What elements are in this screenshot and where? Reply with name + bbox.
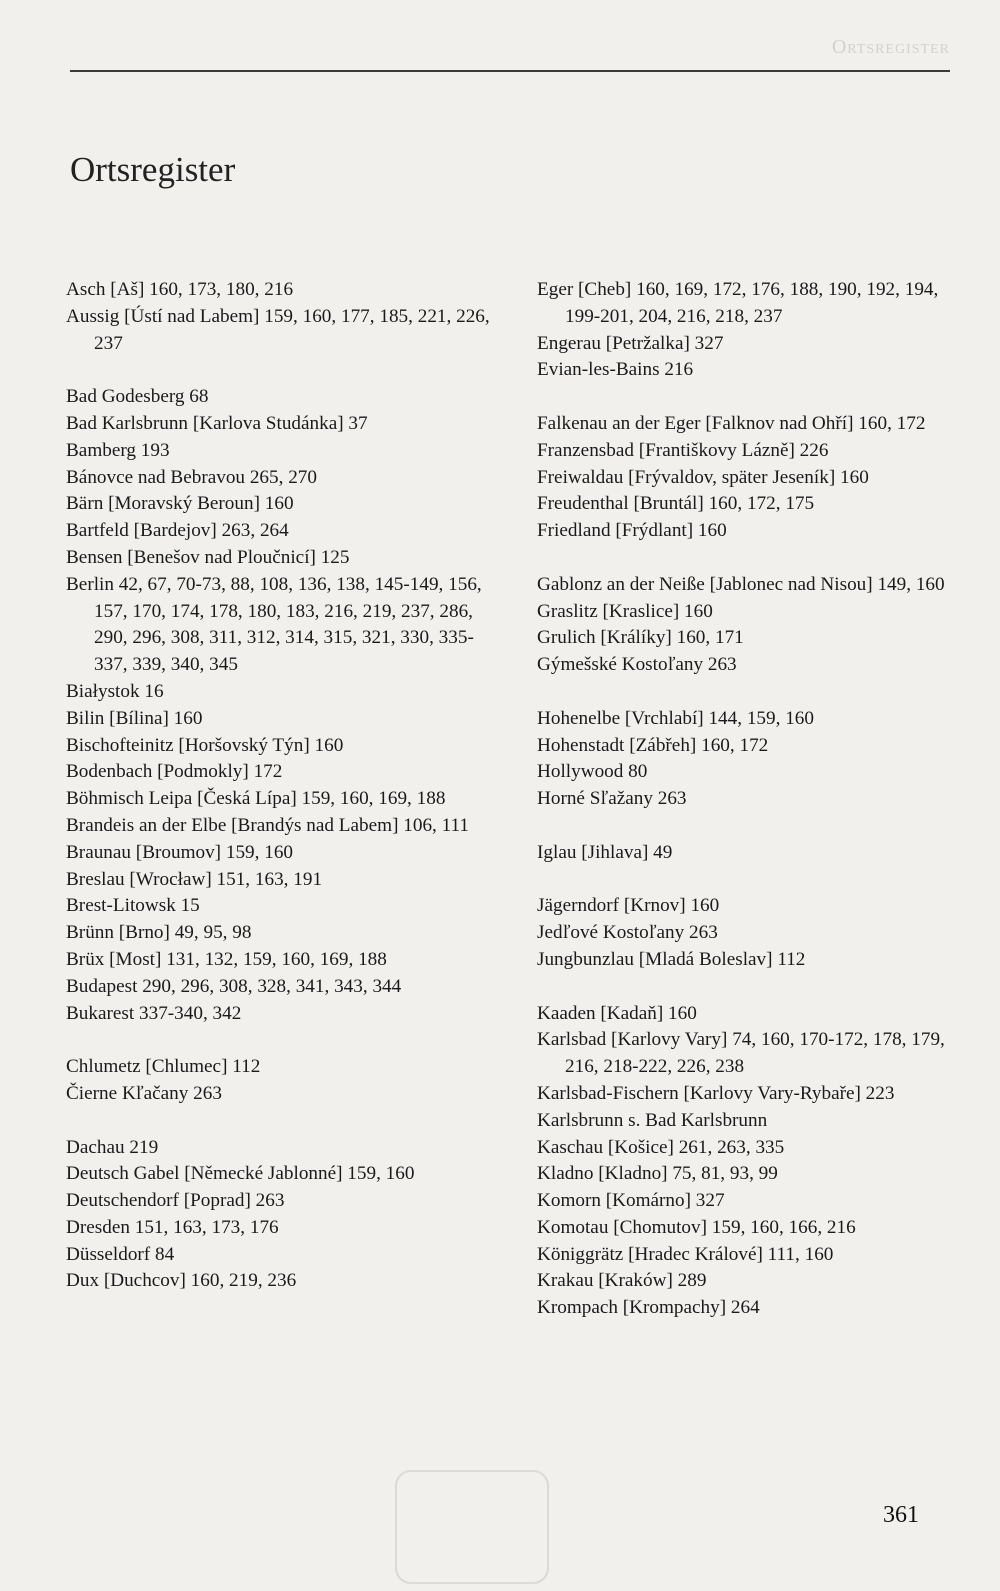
index-entry: Kaaden [Kadaň] 160 [537,1002,697,1024]
index-letter-group [66,1135,496,1296]
index-entry: Brandeis an der Elbe [Brandýs nad Labem] 106, 111 [66,814,469,836]
index-entry: Aussig [Ústí nad Labem] 159, 160, 177, 185, 221, 226, 237 [66,305,490,354]
index-entry: Düsseldorf 84 [66,1243,175,1265]
index-entry: Dachau 219 [66,1136,159,1158]
index-column-left [66,277,496,1322]
index-letter-group [537,277,957,384]
index-entry: Krakau [Kraków] 289 [537,1270,707,1292]
index-entry: Karlsbad [Karlovy Vary] 74, 160, 170-172, 178, 179, 216, 218-222, 226, 238 [537,1029,945,1078]
index-letter-group [66,384,496,1027]
index-entry: Bánovce nad Bebravou 265, 270 [66,466,317,488]
index-letter-group [537,1001,957,1323]
index-entry: Dux [Duchcov] 160, 219, 236 [66,1270,297,1292]
page-title: Ortsregister [70,150,236,189]
index-letter-group [537,411,957,545]
index-entry: Falkenau an der Eger [Falknov nad Ohří] 160, 172 [537,412,926,434]
index-entry: Krompach [Krompachy] 264 [537,1297,760,1319]
library-stamp [395,1470,549,1584]
index-entry: Horné Sľažany 263 [537,788,687,810]
index-entry: Grulich [Králíky] 160, 171 [537,627,744,649]
index-entry: Brest-Litowsk 15 [66,895,200,917]
index-entry: Bartfeld [Bardejov] 263, 264 [66,520,289,542]
index-entry: Asch [Aš] 160, 173, 180, 216 [66,279,294,300]
index-letter-group [537,840,957,867]
index-entry: Bischofteinitz [Horšovský Týn] 160 [66,734,344,756]
index-entry: Čierne Kľačany 263 [66,1082,222,1104]
index-entry: Berlin 42, 67, 70-73, 88, 108, 136, 138, 145-149, 156, 157, 170, 174, 178, 180, 183, 216, 219, 237, 286, 290, 296, 308, 311, 312, 314, 315, 321, 330, 335-337, 339, 340, 345 [66,573,482,676]
index-entry: Jungbunzlau [Mladá Boleslav] 112 [537,948,806,970]
index-entry: Gýmešské Kostoľany 263 [537,654,737,676]
index-entry: Engerau [Petržalka] 327 [537,332,724,354]
index-entry: Jägerndorf [Krnov] 160 [537,895,720,917]
index-column-right [537,277,957,1349]
index-letter-group [66,1054,496,1108]
index-entry: Bamberg 193 [66,439,170,461]
index-entry: Bukarest 337-340, 342 [66,1002,242,1024]
index-entry: Brünn [Brno] 49, 95, 98 [66,922,252,944]
index-entry: Evian-les-Bains 216 [537,359,694,381]
index-entry: Hohenelbe [Vrchlabí] 144, 159, 160 [537,707,814,729]
index-entry: Bärn [Moravský Beroun] 160 [66,493,294,515]
index-entry: Bodenbach [Podmokly] 172 [66,761,283,783]
index-entry: Freiwaldau [Frývaldov, später Jeseník] 160 [537,466,869,488]
index-entry: Freudenthal [Bruntál] 160, 172, 175 [537,493,815,515]
index-entry: Chlumetz [Chlumec] 112 [66,1056,261,1078]
index-entry: Gablonz an der Neiße [Jablonec nad Nisou] 149, 160 [537,573,945,595]
index-entry: Breslau [Wrocław] 151, 163, 191 [66,868,323,890]
index-entry: Budapest 290, 296, 308, 328, 341, 343, 344 [66,975,402,997]
index-entry: Deutschendorf [Poprad] 263 [66,1190,285,1212]
running-head: Ortsregister [831,36,950,58]
index-letter-group [537,572,957,679]
index-entry: Friedland [Frýdlant] 160 [537,520,727,542]
index-entry: Jedľové Kostoľany 263 [537,922,718,944]
index-entry: Franzensbad [Františkovy Lázně] 226 [537,439,829,461]
index-entry: Bad Godesberg 68 [66,386,209,408]
index-entry: Komorn [Komárno] 327 [537,1190,725,1212]
index-entry: Hollywood 80 [537,761,648,783]
index-entry: Hohenstadt [Zábřeh] 160, 172 [537,734,769,756]
index-entry: Brüx [Most] 131, 132, 159, 160, 169, 188 [66,948,387,970]
index-entry: Iglau [Jihlava] 49 [537,841,673,863]
index-entry: Bilin [Bílina] 160 [66,707,203,729]
page-number: 361 [883,1502,919,1528]
index-entry: Deutsch Gabel [Německé Jablonné] 159, 160 [66,1163,415,1185]
index-letter-group [537,706,957,813]
index-entry: Kladno [Kladno] 75, 81, 93, 99 [537,1163,778,1185]
index-entry: Białystok 16 [66,680,164,702]
index-letter-group [537,893,957,973]
index-entry: Kaschau [Košice] 261, 263, 335 [537,1136,785,1158]
index-entry: Königgrätz [Hradec Králové] 111, 160 [537,1243,834,1265]
index-entry: Braunau [Broumov] 159, 160 [66,841,294,863]
index-entry: Dresden 151, 163, 173, 176 [66,1216,279,1238]
index-entry: Karlsbrunn s. Bad Karlsbrunn [537,1109,768,1131]
index-entry: Bad Karlsbrunn [Karlova Studánka] 37 [66,412,368,434]
index-entry: Komotau [Chomutov] 159, 160, 166, 216 [537,1216,856,1238]
index-entry: Bensen [Benešov nad Ploučnicí] 125 [66,546,350,568]
index-entry: Karlsbad-Fischern [Karlovy Vary-Rybaře] 223 [537,1082,895,1104]
index-letter-group [66,277,496,357]
index-entry: Graslitz [Kraslice] 160 [537,600,713,622]
index-entry: Böhmisch Leipa [Česká Lípa] 159, 160, 169, 188 [66,788,446,810]
index-entry: Eger [Cheb] 160, 169, 172, 176, 188, 190, 192, 194, 199-201, 204, 216, 218, 237 [537,279,939,327]
header-rule [70,70,950,72]
